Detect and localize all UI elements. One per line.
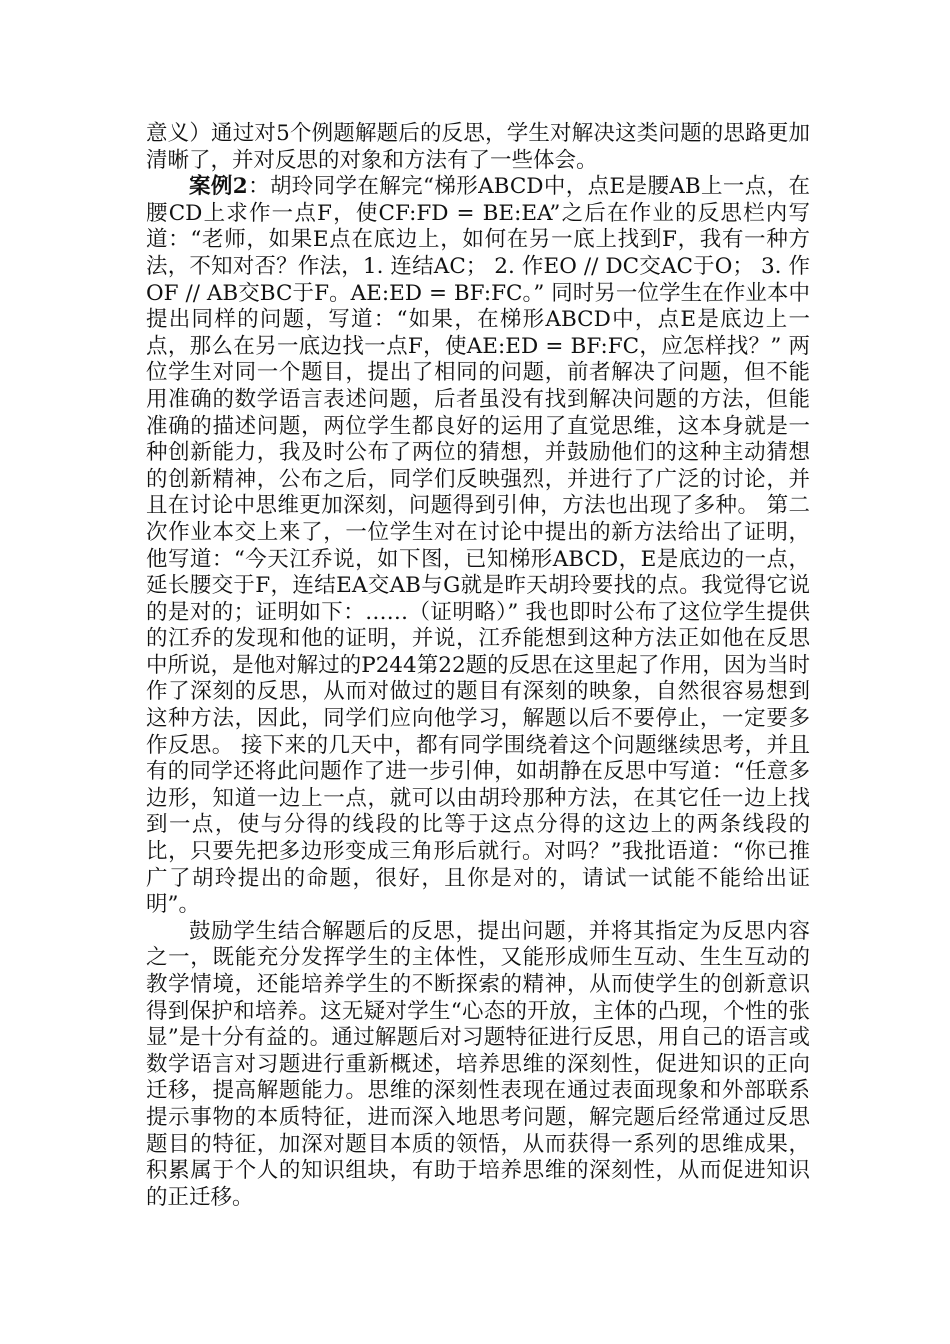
case-label: 案例2: [189, 174, 248, 200]
paragraph-case-2: [146, 174, 810, 919]
body-text: [146, 121, 810, 1211]
case-2-text: ：胡玲同学在解完“梯形ABCD中，点E是腰AB上一点，在腰CD上求作一点F，使CF:FD = BE:EA”之后在作业的反思栏内写道：“老师，如果E点在底边上，如何在另一底上找到F，我有一种方法，不知对否？作法，1. 连结AC； 2. 作EO // DC交AC于O； 3. 作OF // AB交BC于F。AE:ED = BF:FC。” 同时另一位学生在作业本中提出同样的问题，写道：“如果，在梯形ABCD中，点E是底边上一点，那么在另一底边找一点F，使AE:ED = BF:FC，应怎样找？” 两位学生对同一个题目，提出了相同的问题，前者解决了问题，但不能用准确的数学语言表述问题，后者虽没有找到解决问题的方法，但能准确的描述问题，两位学生都良好的运用了直觉思维，这本身就是一种创新能力，我及时公布了两位的猜想，并鼓励他们的这种主动猜想的创新精神，公布之后，同学们反映强烈，并进行了广泛的讨论，并且在讨论中思维更加深刻，问题得到引伸，方法也出现了多种。 第二次作业本交上来了，一位学生对在讨论中提出的新方法给出了证明，他写道：“今天江乔说，如下图，已知梯形ABCD，E是底边的一点，延长腰交于F，连结EA交AB与G就是昨天胡玲要找的点。我觉得它说的是对的；证明如下：……（证明略）” 我也即时公布了这位学生提供的江乔的发现和他的证明，并说，江乔能想到这种方法正如他在反思中所说，是他对解过的P244第22题的反思在这里起了作用，因为当时作了深刻的反思，从而对做过的题目有深刻的映象，自然很容易想到这种方法，因此，同学们应向他学习，解题以后不要停止，一定要多作反思。 接下来的几天中，都有同学围绕着这个问题继续思考，并且有的同学还将此问题作了进一步引伸，如胡静在反思中写道：“任意多边形，知道一边上一点，就可以由胡玲那种方法，在其它任一边上找到一点，使与分得的线段的比等于这点分得的这边上的两条线段的比，只要先把多边形变成三角形后就行。对吗？”我批语道：“你已推广了胡玲提出的命题，很好，且你是对的，请试一试能不能给出证明”。: [146, 174, 810, 918]
paragraph-conclusion: [146, 919, 810, 1212]
paragraph-intro-continuation: [146, 121, 810, 174]
conclusion-text: 鼓励学生结合解题后的反思，提出问题，并将其指定为反思内容之一，既能充分发挥学生的主体性，又能形成师生互动、生生互动的教学情境，还能培养学生的不断探索的精神，从而使学生的创新意识得到保护和培养。这无疑对学生“心态的开放，主体的凸现，个性的张显”是十分有益的。通过解题后对习题特征进行反思，用自己的语言或数学语言对习题进行重新概述，培养思维的深刻性，促进知识的正向迁移，提高解题能力。思维的深刻性表现在通过表面现象和外部联系提示事物的本质特征，进而深入地思考问题，解完题后经常通过反思题目的特征，加深对题目本质的领悟，从而获得一系列的思维成果，积累属于个人的知识组块，有助于培养思维的深刻性，从而促进知识的正迁移。: [146, 918, 810, 1210]
paragraph-intro-text: 意义）通过对5个例题解题后的反思，学生对解决这类问题的思路更加清晰了，并对反思的对象和方法有了一些体会。: [146, 121, 810, 173]
